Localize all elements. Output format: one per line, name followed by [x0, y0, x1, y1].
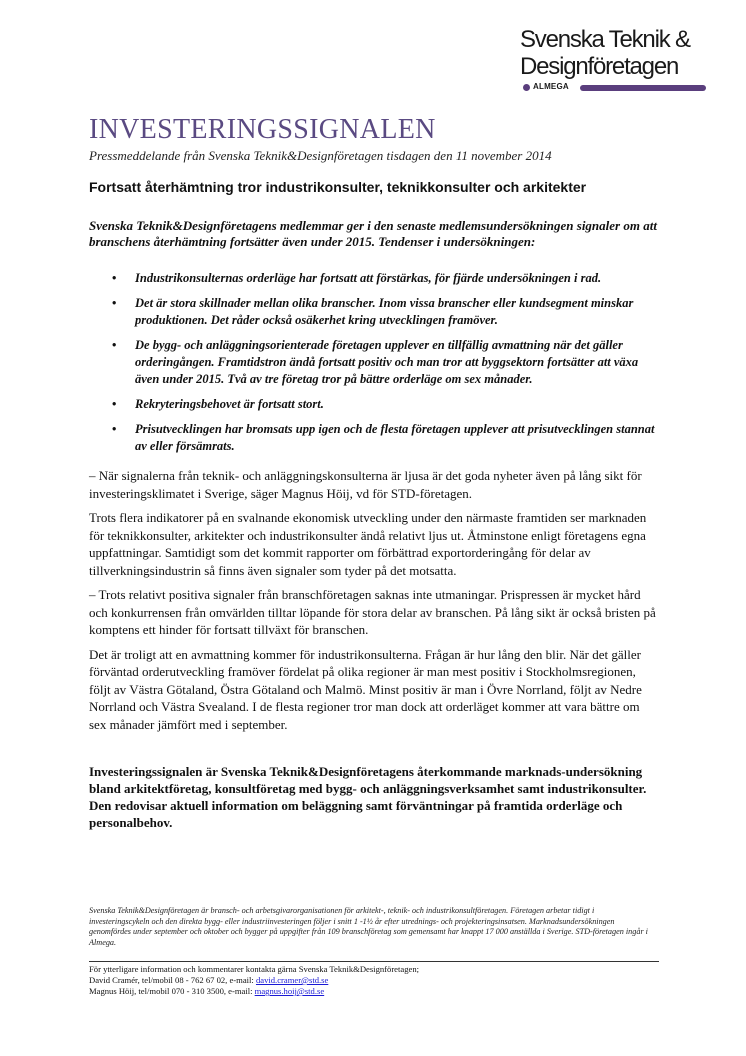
body-paragraph: Trots flera indikatorer på en svalnande ekonomisk utveckling under den närmaste framtiden ser marknaden för teknikkonsulter, arkitekter och industrikonsulter ändå relativt ljus ut. Åtminstone enligt företagens egna uppfattningar. Samtidigt som det kommit rapporter om förbättrad exportorderingång för delar av tillverkningsindustrin så finns även signaler som tyder på det motsatta. [89, 510, 647, 578]
body-text [89, 467, 659, 740]
trend-list [89, 270, 659, 463]
contact-intro: För ytterligare information och kommentarer kontakta gärna Svenska Teknik&Designföretagen; [89, 964, 419, 974]
logo-dot-icon [523, 84, 530, 91]
page-title: INVESTERINGSSIGNALEN [89, 114, 436, 145]
contact-block [89, 964, 659, 997]
contact-person-2 [89, 986, 659, 997]
contact-person-1 [89, 975, 659, 986]
email-link-magnus[interactable]: magnus.hoij@std.se [254, 986, 325, 996]
contact-person-1-text: David Cramér, tel/mobil 08 - 762 67 02, e-mail: [89, 975, 256, 985]
footer-divider [89, 961, 659, 962]
trend-item: • Industrikonsulternas orderläge har fortsatt att förstärkas, för fjärde undersökningen i rad. [89, 270, 659, 287]
logo-line-2: Designföretagen [520, 53, 679, 80]
press-release-subtitle: Pressmeddelande från Svenska Teknik&Designföretagen tisdagen den 11 november 2014 [89, 148, 552, 163]
organization-fineprint: Svenska Teknik&Designföretagen är bransch- och arbetsgivarorganisationen för arkitekt-, teknik- och industrikonsultföretagen. Företagen arbetar tidigt i investeringscykeln och den direkta bygg- eller industriinvesteringen följer i snitt 1 -1½ år efter utrednings- och projekteringsinsatsen. Marknadsundersökningen genomfördes under september och oktober och bygger på uppgifter från 109 branschföretag som gemensamt har knappt 17 000 anställda i Sverige. STD-företagen ingår i Almega. [89, 906, 648, 947]
logo-line-1: Svenska Teknik & [520, 26, 690, 53]
quote-paragraph: – När signalerna från teknik- och anläggningskonsulterna är ljusa är det goda nyheter även på lång sikt för investeringsklimatet i Sverige, säger Magnus Höij, vd för STD-företagen. [89, 468, 642, 501]
email-link-david[interactable]: david.cramer@std.se [255, 975, 329, 985]
logo-almega-label: ALMEGA [533, 82, 569, 91]
logo-accent-bar [580, 85, 706, 91]
intro-paragraph: Svenska Teknik&Designföretagens medlemmar ger i den senaste medlemsundersökningen signaler om att branschens återhämtning fortsätter även under 2015. Tendenser i undersökningen: [89, 218, 657, 249]
trend-item: • De bygg- och anläggningsorienterade företagen upplever en tillfällig avmattning när det gäller orderingången. Framtidstron ändå fortsatt positiv och man tror att byggsektorn fortsätter att växa även under 2015. Två av tre företag tror på bättre orderläge om sex månader. [89, 337, 659, 388]
headline: Fortsatt återhämtning tror industrikonsulter, teknikkonsulter och arkitekter [89, 179, 587, 195]
body-paragraph: Det är troligt att en avmattning kommer för industrikonsulterna. Frågan är hur lång den blir. När det gäller förväntad orderutveckling framöver fördelat på olika regioner är man mest positiv i Stockholmsregionen, följt av Västra Götaland, Östra Götaland och Malmö. Minst positiv är man i Övre Norrland, följt av Nedre Norrland och Västra Svealand. I de flesta regioner tror man dock att orderläget kommer att vara bättre om sex månader jämfört med i september. [89, 646, 642, 732]
trend-item: • Prisutvecklingen har bromsats upp igen och de flesta företagen upplever att prisutvecklingen stannat av eller försämrats. [89, 421, 659, 455]
summary-paragraph: Investeringssignalen är Svenska Teknik&Designföretagens återkommande marknads-undersökning bland arkitektföretag, konsultföretag med bygg- och anläggningsverksamhet samt industrikonsulter. Den redovisar aktuell information om beläggning samt förväntningar på framtida orderläge och personalbehov. [89, 764, 647, 830]
trend-item: • Det är stora skillnader mellan olika branscher. Inom vissa branscher eller kundsegment minskar produktionen. Det råder också osäkerhet kring utvecklingen framöver. [89, 295, 659, 329]
contact-person-2-text: Magnus Höij, tel/mobil 070 - 310 3500, e-mail: [89, 986, 255, 996]
trend-item: • Rekryteringsbehovet är fortsatt stort. [89, 396, 659, 413]
logo-almega-bar [520, 82, 710, 94]
body-paragraph: – Trots relativt positiva signaler från branschföretagen saknas inte utmaningar. Prispressen är mycket hård och konkurrensen från omvärlden tilltar löpande för stora delar av branschen. På lång sikt är också bristen på komptens ett hinder för fortsatt tillväxt för branschen. [89, 587, 656, 637]
company-logo [520, 26, 710, 94]
